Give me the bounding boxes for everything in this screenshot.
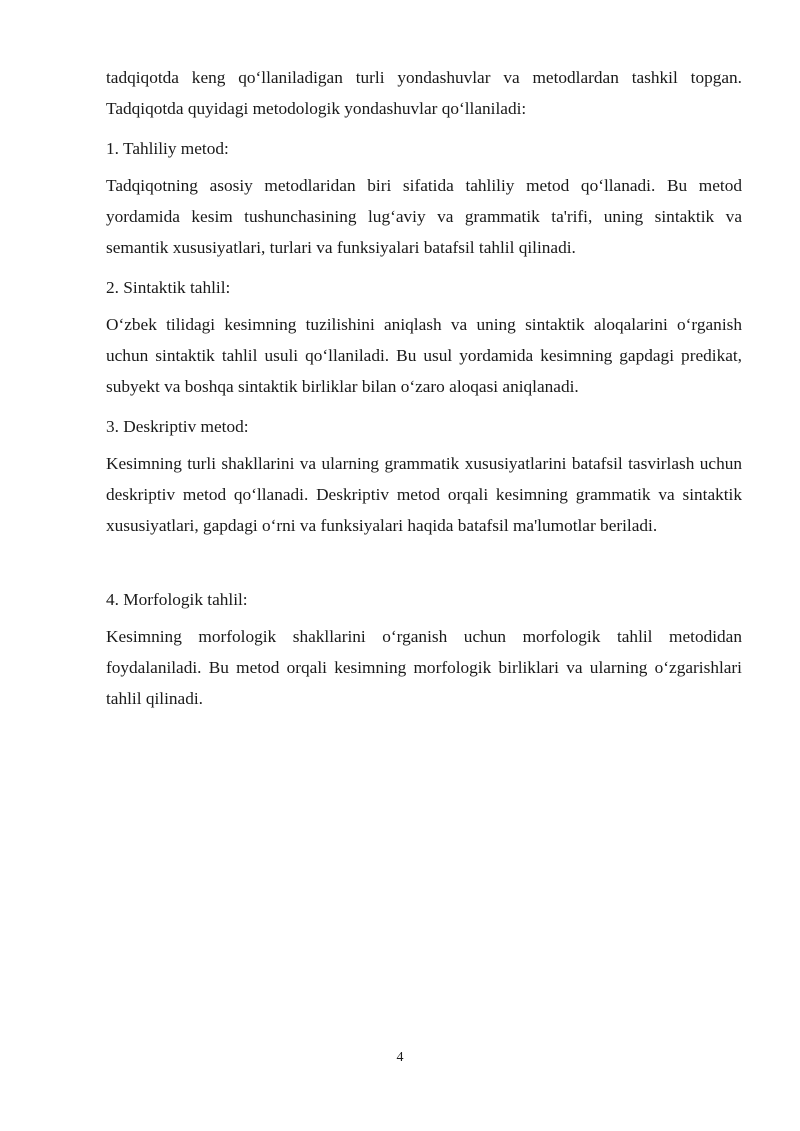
- section-heading-tahliliy-metod: 1. Tahliliy metod:: [106, 139, 229, 158]
- section-heading-deskriptiv-metod: 3. Deskriptiv metod:: [106, 417, 249, 436]
- section-heading-sintaktik-tahlil: 2. Sintaktik tahlil:: [106, 278, 231, 297]
- section-heading-morfologik-tahlil: 4. Morfologik tahlil:: [106, 590, 248, 609]
- section-body-tahliliy-metod: Tadqiqotning asosiy metodlaridan biri sifatida tahliliy metod qo‘llanadi. Bu metod yordamida kesim tushunchasining lug‘aviy va grammatik ta'rifi, uning sintaktik va semantik xususiyatlari, turlari va funksiyalari batafsil tahlil qilinadi.: [106, 176, 742, 257]
- section-body-morfologik-tahlil: Kesimning morfologik shakllarini o‘rganish uchun morfologik tahlil metodidan foydalaniladi. Bu metod orqali kesimning morfologik birliklari va ularning o‘zgarishlari tahlil qilinadi.: [106, 627, 742, 708]
- section-body-sintaktik-tahlil: O‘zbek tilidagi kesimning tuzilishini aniqlash va uning sintaktik aloqalarini o‘rganish uchun sintaktik tahlil usuli qo‘llaniladi. Bu usul yordamida kesimning gapdagi predikat, subyekt va boshqa sintaktik birliklar bilan o‘zaro aloqasi aniqlanadi.: [106, 315, 742, 396]
- intro-paragraph: tadqiqotda keng qo‘llaniladigan turli yondashuvlar va metodlardan tashkil topgan. Tadqiqotda quyidagi metodologik yondashuvlar qo‘llaniladi:: [106, 68, 742, 118]
- page-number: 4: [396, 1050, 404, 1065]
- section-body-deskriptiv-metod: Kesimning turli shakllarini va ularning grammatik xususiyatlarini batafsil tasvirlash uchun deskriptiv metod qo‘llanadi. Deskriptiv metod orqali kesimning grammatik va sintaktik xususiyatlari, gapdagi o‘rni va funksiyalari haqida batafsil ma'lumotlar beriladi.: [106, 454, 742, 535]
